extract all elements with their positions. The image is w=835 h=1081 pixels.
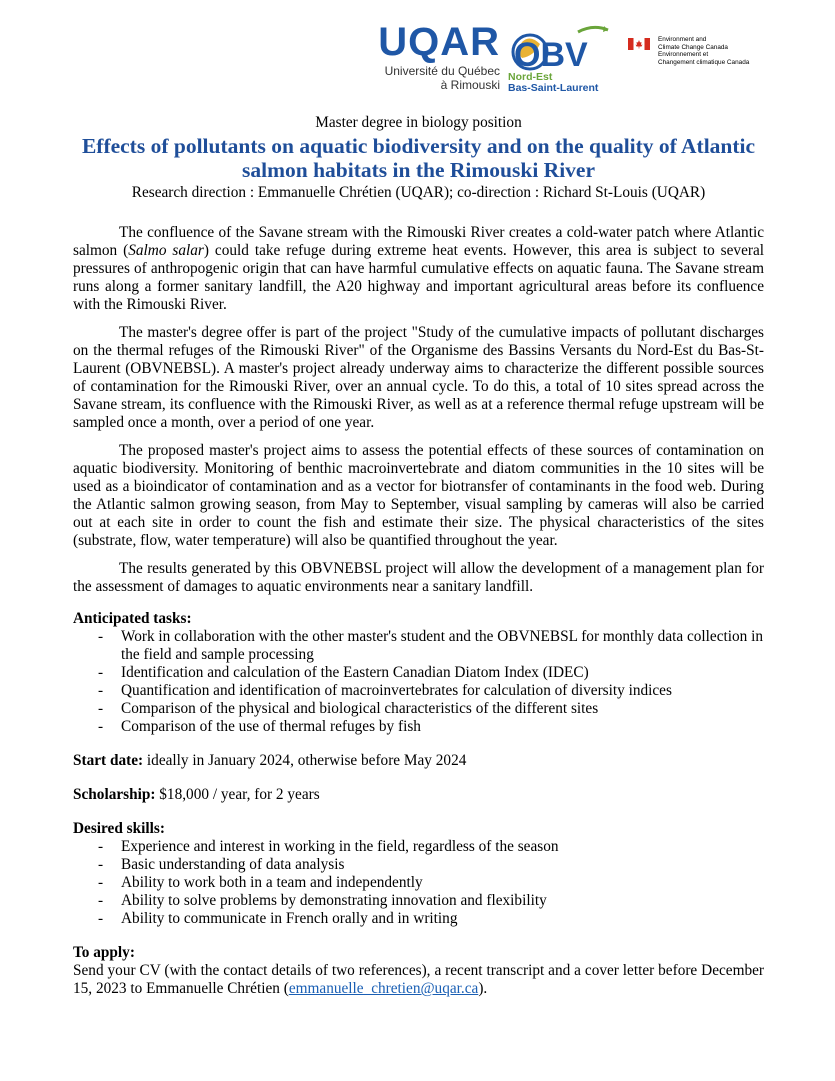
list-item: - Work in collaboration with the other master's student and the OBVNEBSL for monthly data collection in the field and sample processing <box>73 628 764 664</box>
list-item: - Comparison of the use of thermal refuges by fish <box>73 718 764 736</box>
list-item: - Ability to communicate in French orally and in writing <box>73 910 764 928</box>
list-item: - Ability to solve problems by demonstrating innovation and flexibility <box>73 892 764 910</box>
list-item: - Comparison of the physical and biological characteristics of the different sites <box>73 700 764 718</box>
uqar-wordmark: UQAR <box>378 20 500 64</box>
canada-flag-icon <box>628 38 650 50</box>
apply-heading: To apply: <box>73 944 135 961</box>
document-body <box>73 114 764 998</box>
start-date: Start date: ideally in January 2024, otherwise before May 2024 <box>73 752 467 769</box>
apply-text: Send your CV (with the contact details of two references), a recent transcript and a cover letter before December 15, 2023 to Emmanuelle Chrétien (emmanuelle_chretien@uqar.ca). <box>73 962 764 997</box>
position-type: Master degree in biology position <box>315 114 522 131</box>
uqar-subtitle: Université du Québec à Rimouski <box>384 64 500 92</box>
list-item: - Basic understanding of data analysis <box>73 856 764 874</box>
paragraph-results: The results generated by this OBVNEBSL project will allow the development of a management plan for the assessment of damages to aquatic environments near a sanitary landfill. <box>73 560 764 595</box>
list-item: - Quantification and identification of macroinvertebrates for calculation of diversity indices <box>73 682 764 700</box>
eccc-text: Environment and Climate Change Canada Environnement et Changement climatique Canada <box>658 36 750 66</box>
obv-wordmark-text: OBV <box>514 36 588 74</box>
scholarship: Scholarship: $18,000 / year, for 2 years <box>73 786 320 803</box>
apply-section <box>73 944 764 998</box>
page-title: Effects of pollutants on aquatic biodiversity and on the quality of Atlantic salmon habitats in the Rimouski River <box>81 134 756 182</box>
species-name: Salmo salar <box>128 242 204 259</box>
tasks-heading: Anticipated tasks: <box>73 610 192 627</box>
skills-list <box>73 838 764 928</box>
list-item: - Experience and interest in working in the field, regardless of the season <box>73 838 764 856</box>
uqar-logo <box>378 22 508 92</box>
paragraph-context: The confluence of the Savane stream with the Rimouski River creates a cold-water patch where Atlantic salmon (Salmo salar) could take refuge during extreme heat events. However, this area is subject to several pressures of anthropogenic origin that can have harmful cumulative effects on aquatic fauna. The Savane stream runs along a former sanitary landfill, the A20 highway and important agricultural areas before its confluence with the Rimouski River. <box>73 224 764 313</box>
skills-section <box>73 820 764 928</box>
list-item: - Identification and calculation of the Eastern Canadian Diatom Index (IDEC) <box>73 664 764 682</box>
list-item: - Ability to work both in a team and independently <box>73 874 764 892</box>
obv-wordmark-icon <box>508 22 618 74</box>
obv-logo <box>508 22 618 102</box>
tasks-list <box>73 628 764 736</box>
logo-bar <box>370 22 770 102</box>
obv-subtitle: Nord-Est Bas-Saint-Laurent <box>508 71 599 94</box>
paragraph-project: The master's degree offer is part of the project "Study of the cumulative impacts of pollutant discharges on the thermal refuges of the Rimouski River" of the Organisme des Bassins Versants du Nord-Est du Bas-St-Laurent (OBVNEBSL). A master's project already underway aims to characterize the different possible sources of contamination for the Rimouski River, over an annual cycle. To do this, a total of 10 sites spread across the Savane stream, its confluence with the Rimouski River, as well as at a reference thermal refuge upstream will be sampled once a month, over a period of one year. <box>73 324 764 431</box>
skills-heading: Desired skills: <box>73 820 165 837</box>
tasks-section <box>73 610 764 736</box>
research-direction: Research direction : Emmanuelle Chrétien (UQAR); co-direction : Richard St-Louis (UQAR) <box>131 184 706 201</box>
email-link[interactable]: emmanuelle_chretien@uqar.ca <box>288 980 479 997</box>
paragraph-objectives: The proposed master's project aims to assess the potential effects of these sources of contamination on aquatic biodiversity. Monitoring of benthic macroinvertebrate and diatom communities in the 10 sites will be used as a bioindicator of contamination and as a vector for biotransfer of contaminants in the food web. During the Atlantic salmon growing season, from May to September, visual sampling by cameras will also be carried out at each site in order to count the fish and estimate their size. The physical characteristics of the sites (substrate, flow, water temperature) will also be quantified throughout the year. <box>73 442 764 549</box>
